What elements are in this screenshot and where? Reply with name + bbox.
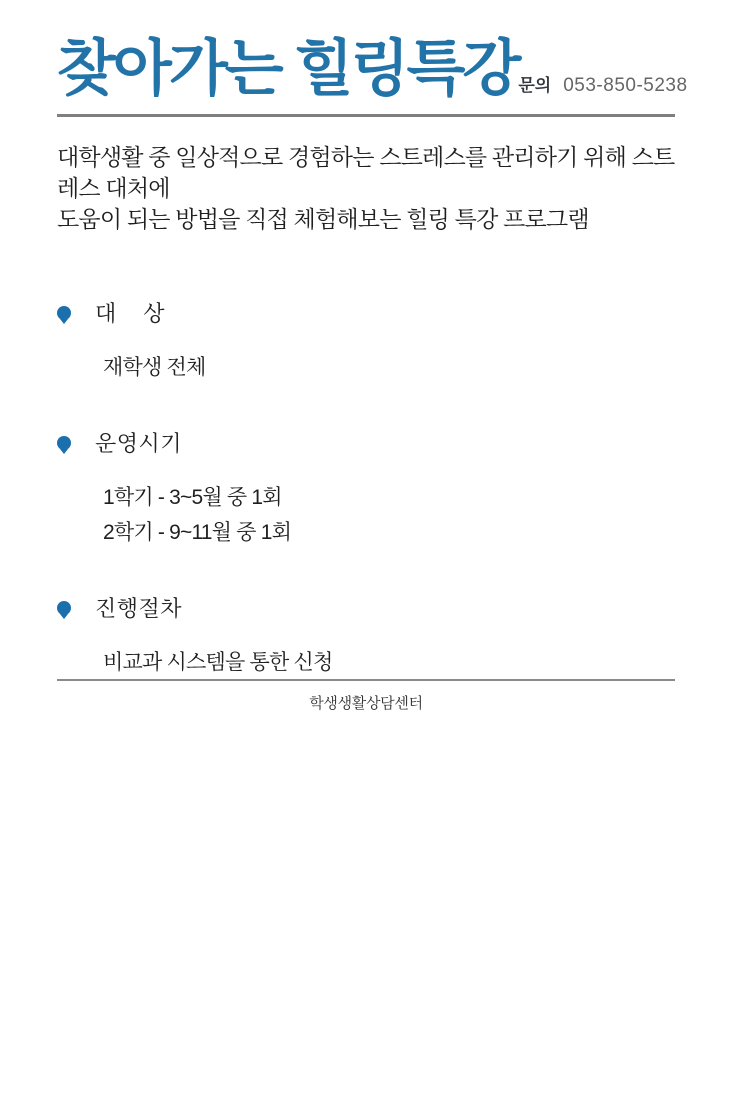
speech-bubble-bullet-icon xyxy=(57,306,71,320)
contact-label: 문의 xyxy=(518,75,552,95)
speech-bubble-bullet-icon xyxy=(57,601,71,615)
footer-divider xyxy=(57,679,675,681)
contact-phone-number: 053-850-5238 xyxy=(563,74,688,96)
speech-bubble-bullet-icon xyxy=(57,436,71,450)
section-target xyxy=(57,297,675,385)
section-body-line: 2학기 - 9~11월 중 1회 xyxy=(103,520,292,544)
section-title: 운영시기 xyxy=(95,430,183,456)
section-body-line: 비교과 시스템을 통한 신청 xyxy=(103,650,333,674)
section-schedule xyxy=(57,427,675,550)
section-title: 대 상 xyxy=(95,300,165,326)
contact-info xyxy=(518,71,687,102)
section-schedule-body xyxy=(103,480,675,550)
intro-line: 대학생활 중 일상적으로 경험하는 스트레스를 관리하기 위해 스트레스 대처에 xyxy=(57,143,675,201)
intro-paragraph xyxy=(57,142,675,235)
intro-line: 도움이 되는 방법을 직접 체험해보는 힐링 특강 프로그램 xyxy=(57,205,589,232)
footer-org-name: 학생생활상담센터 xyxy=(309,695,423,712)
section-procedure xyxy=(57,592,675,680)
section-list xyxy=(57,297,675,680)
section-procedure-heading xyxy=(57,592,675,623)
section-target-heading xyxy=(57,297,675,328)
section-body-line: 1학기 - 3~5월 중 1회 xyxy=(103,485,282,509)
section-procedure-body xyxy=(103,645,675,680)
header xyxy=(57,0,688,102)
page-title: 찾아가는 힐링특강 xyxy=(57,34,519,102)
section-title: 진행절차 xyxy=(95,595,183,621)
section-body-line: 재학생 전체 xyxy=(103,355,206,379)
section-schedule-heading xyxy=(57,427,675,458)
footer xyxy=(57,679,675,713)
section-target-body xyxy=(103,350,675,385)
header-divider xyxy=(57,114,675,117)
